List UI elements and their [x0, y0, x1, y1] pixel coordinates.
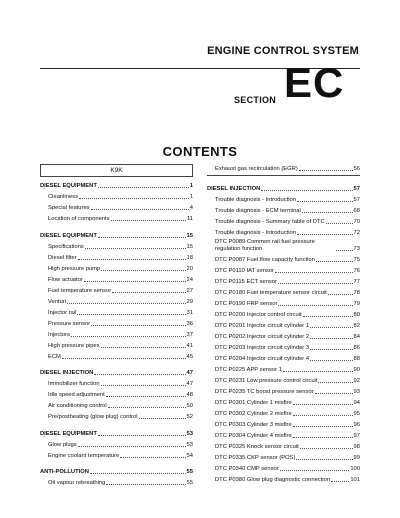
leader-dots — [297, 234, 353, 235]
toc-entry[interactable] — [207, 407, 360, 418]
toc-entry[interactable] — [40, 212, 193, 223]
toc-entry-page: 31 — [186, 309, 193, 316]
toc-entry[interactable] — [207, 215, 360, 226]
toc-entry[interactable] — [40, 251, 193, 262]
toc-entry-label: Pre/postheating (glow plug) control — [48, 414, 138, 420]
leader-dots — [296, 459, 352, 460]
leader-dots — [315, 393, 353, 394]
toc-entry-label: DTC P0380 Glow plug diagnostic connection — [215, 477, 331, 483]
section-divider — [207, 175, 360, 176]
toc-entry[interactable] — [207, 374, 360, 385]
toc-entry-page: 101 — [350, 477, 360, 483]
toc-entry-page: 79 — [353, 301, 360, 307]
toc-heading[interactable] — [40, 465, 193, 476]
leader-dots — [299, 170, 353, 171]
toc-entry[interactable] — [207, 308, 360, 319]
toc-entry-page: 1 — [189, 194, 193, 200]
toc-entry[interactable] — [40, 317, 193, 328]
toc-entry-label: DTC P0231 Low pressure control circuit — [215, 378, 318, 384]
toc-entry-page: 45 — [186, 353, 193, 360]
toc-entry-label: Trouble diagnosis - Introduction — [215, 229, 296, 236]
toc-entry-page: 100 — [350, 466, 360, 472]
toc-entry-page: 95 — [353, 411, 360, 417]
toc-entry[interactable] — [207, 363, 360, 374]
toc-entry-label: Specifications — [48, 243, 84, 250]
toc-entry[interactable] — [40, 190, 193, 201]
toc-entry-label: High pressure pump — [48, 265, 101, 272]
leader-dots — [278, 283, 353, 284]
toc-entry-page: 80 — [353, 312, 360, 318]
leader-dots — [111, 220, 186, 221]
leader-dots — [108, 407, 186, 408]
toc-entry-label: DIESEL EQUIPMENT — [40, 183, 97, 189]
toc-entry-page: 18 — [186, 254, 193, 261]
toc-entry-label: DIESEL INJECTION — [207, 185, 261, 192]
toc-entry-page: 15 — [186, 232, 193, 239]
toc-entry-label: DTC P0201 Injector circuit cylinder 1 — [215, 323, 310, 329]
toc-entry-label: Pressure sensor — [48, 320, 91, 327]
toc-entry-page: 99 — [353, 455, 360, 461]
leader-dots — [98, 435, 186, 436]
toc-entry[interactable] — [207, 193, 360, 204]
toc-entry-label: DTC P0203 Injector circuit cylinder 3 — [215, 345, 310, 351]
leader-dots — [280, 470, 350, 471]
leader-dots — [85, 248, 186, 249]
toc-heading[interactable] — [40, 229, 193, 240]
leader-dots — [275, 272, 353, 273]
leader-dots — [328, 294, 353, 295]
toc-entry[interactable] — [207, 341, 360, 352]
toc-entry-label: DTC P0302 Cylinder 2 misfire — [215, 411, 292, 417]
toc-entry[interactable] — [207, 473, 360, 484]
toc-entry[interactable] — [40, 377, 193, 388]
leader-dots — [98, 187, 189, 188]
toc-entry-label: DTC P0335 CKP sensor (POS) — [215, 455, 296, 461]
leader-dots — [101, 385, 186, 386]
toc-entry-page: 53 — [186, 441, 193, 448]
toc-entry-page: 84 — [353, 334, 360, 340]
toc-heading[interactable] — [40, 427, 193, 438]
toc-entry-label: DTC P0235 TC boost pressure sensor — [215, 389, 314, 395]
toc-entry-label: DTC P0303 Cylinder 3 misfire — [215, 422, 292, 428]
toc-entry-page: 57 — [353, 196, 360, 203]
toc-entry-label: Venturi — [48, 298, 67, 305]
toc-entry-page: 4 — [189, 205, 193, 211]
leader-dots — [310, 327, 352, 328]
leader-dots — [310, 349, 352, 350]
toc-entry[interactable] — [40, 438, 193, 449]
toc-entry-label: Special features — [48, 205, 90, 211]
toc-entry-page: 56 — [353, 166, 360, 172]
toc-entry[interactable] — [207, 319, 360, 330]
leader-dots — [71, 336, 186, 337]
toc-entry[interactable] — [207, 204, 360, 215]
toc-entry-label: DTC P0301 Cylinder 1 misfire — [215, 400, 292, 406]
leader-dots — [310, 360, 352, 361]
toc-entry-page: 78 — [353, 290, 360, 296]
toc-entry[interactable] — [207, 226, 360, 237]
toc-entry-label: DTC P0180 Fuel temperature sensor circuit — [215, 290, 327, 296]
leader-dots — [106, 396, 186, 397]
toc-entry-label: Diesel filter — [48, 254, 77, 261]
toc-entry-page: 20 — [186, 265, 193, 272]
section-code: EC — [284, 59, 345, 106]
leader-dots — [101, 270, 185, 271]
toc-entry-label: DTC P0304 Cylinder 4 misfire — [215, 433, 292, 439]
toc-entry-page: 37 — [186, 331, 193, 338]
toc-entry-page: 1 — [189, 183, 193, 189]
leader-dots — [98, 237, 186, 238]
toc-entry[interactable] — [207, 275, 360, 286]
leader-dots — [293, 404, 353, 405]
toc-entry-page: 15 — [186, 243, 193, 250]
toc-entry-page: 90 — [353, 367, 360, 373]
toc-entry[interactable] — [207, 451, 360, 462]
toc-entry-label: DTC P0204 Injector circuit cylinder 4 — [215, 356, 310, 362]
toc-entry[interactable] — [207, 264, 360, 275]
toc-entry-label: DTC P0089 Common rail fuel pressure regulation function — [215, 239, 315, 252]
toc-entry[interactable] — [207, 297, 360, 308]
toc-entry-label: ANTI-POLLUTION — [40, 469, 89, 475]
toc-entry[interactable] — [207, 418, 360, 429]
toc-entry-page: 55 — [186, 480, 193, 486]
toc-entry[interactable] — [40, 476, 193, 487]
leader-dots — [303, 316, 353, 317]
toc-entry-page: 54 — [186, 452, 193, 459]
toc-entry-label: Injectors — [48, 331, 70, 338]
contents-title: CONTENTS — [162, 144, 238, 159]
leader-dots — [310, 338, 352, 339]
toc-entry-label: ECM — [48, 353, 61, 360]
toc-entry[interactable] — [40, 328, 193, 339]
toc-entry-label: DTC P0115 ECT sensor — [215, 279, 277, 285]
toc-entry-label: Cleanliness — [48, 194, 78, 200]
toc-heading[interactable] — [40, 366, 193, 377]
toc-entry-label: DTC P0190 FRP sensor — [215, 301, 278, 307]
toc-entry-page: 98 — [353, 444, 360, 450]
toc-entry-page: 47 — [186, 381, 193, 387]
toc-entry-label: Engine coolant temperature — [48, 452, 120, 459]
toc-entry[interactable] — [207, 330, 360, 341]
toc-entry-page: 50 — [186, 403, 193, 409]
toc-entry-page: 11 — [186, 216, 193, 222]
toc-entry-label: Injector rail — [48, 309, 77, 316]
toc-entry[interactable] — [40, 240, 193, 251]
toc-entry-page: 68 — [353, 207, 360, 214]
leader-dots — [318, 382, 352, 383]
leader-dots — [283, 371, 353, 372]
leader-dots — [90, 473, 186, 474]
toc-entry-label: High pressure pipes — [48, 342, 100, 349]
toc-entry[interactable] — [40, 273, 193, 284]
leader-dots — [78, 259, 186, 260]
toc-entry-label: DIESEL EQUIPMENT — [40, 232, 97, 239]
toc-entry-page: 76 — [353, 268, 360, 274]
engine-code-box: K9K — [40, 164, 193, 177]
toc-heading[interactable] — [207, 182, 360, 193]
toc-entry-page: 29 — [186, 298, 193, 305]
toc-entry[interactable] — [40, 295, 193, 306]
leader-dots — [78, 446, 186, 447]
leader-dots — [91, 209, 189, 210]
leader-dots — [91, 325, 185, 326]
toc-entry-page: 41 — [186, 342, 193, 349]
toc-entry[interactable] — [40, 410, 193, 421]
toc-entry-label: Fuel temperature sensor — [48, 287, 112, 294]
leader-dots — [261, 190, 352, 191]
toc-entry-label: DTC P0110 IAT sensor — [215, 268, 274, 274]
toc-entry-label: Oil vapour rebreathing — [48, 480, 106, 486]
toc-entry[interactable] — [207, 385, 360, 396]
leader-dots — [101, 347, 186, 348]
toc-entry-page: 53 — [186, 430, 193, 437]
toc-entry-page: 77 — [353, 279, 360, 285]
toc-entry[interactable] — [207, 162, 360, 173]
leader-dots — [336, 250, 353, 251]
toc-entry-label: DTC P0087 Fuel flow capacity function — [215, 257, 315, 263]
toc-entry-label: Location of components — [48, 216, 110, 222]
leader-dots — [79, 198, 189, 199]
toc-entry-label: Flow actuator — [48, 276, 83, 283]
section-label: SECTION — [234, 95, 277, 105]
toc-entry[interactable] — [40, 262, 193, 273]
toc-entry-page: 96 — [353, 422, 360, 428]
toc-entry[interactable] — [207, 462, 360, 473]
toc-entry-page: 75 — [353, 257, 360, 263]
toc-entry[interactable] — [207, 429, 360, 440]
toc-entry-label: DTC P0325 Knock sensor circuit — [215, 444, 299, 450]
toc-entry[interactable] — [40, 339, 193, 350]
toc-entry-page: 92 — [353, 378, 360, 384]
toc-left-entries — [40, 179, 193, 487]
toc-entry-page: 86 — [353, 345, 360, 351]
toc-entry-page: 82 — [353, 323, 360, 329]
leader-dots — [326, 223, 353, 224]
toc-entry-page: 52 — [186, 414, 193, 420]
toc-entry[interactable] — [207, 253, 360, 264]
toc-entry-page: 48 — [186, 392, 193, 398]
toc-entry[interactable] — [207, 237, 360, 254]
toc-entry[interactable] — [207, 352, 360, 363]
toc-entry-label: DTC P0202 Injector circuit cylinder 2 — [215, 334, 310, 340]
toc-entry-label: Idle speed adjustment — [48, 392, 105, 398]
toc-entry[interactable] — [40, 388, 193, 399]
toc-left-column — [40, 162, 193, 487]
toc-entry-page: 72 — [353, 229, 360, 236]
toc-heading[interactable] — [40, 179, 193, 190]
toc-entry[interactable] — [40, 306, 193, 317]
leader-dots — [84, 281, 186, 282]
toc-entry-label: Air conditioning control — [48, 403, 107, 409]
leader-dots — [331, 481, 349, 482]
toc-entry-page: 57 — [353, 185, 360, 192]
toc-entry-page: 73 — [353, 246, 360, 252]
toc-entry-page: 24 — [186, 276, 193, 283]
leader-dots — [77, 314, 185, 315]
leader-dots — [278, 305, 352, 306]
toc-entry[interactable] — [207, 440, 360, 451]
leader-dots — [293, 437, 353, 438]
toc-entry[interactable] — [40, 399, 193, 410]
toc-entry-page: 88 — [353, 356, 360, 362]
toc-entry-label: Immobilizer function — [48, 381, 100, 387]
leader-dots — [293, 426, 353, 427]
leader-dots — [300, 448, 353, 449]
leader-dots — [293, 415, 353, 416]
toc-entry-page: 47 — [186, 370, 193, 376]
toc-entry[interactable] — [207, 286, 360, 297]
toc-right-entries — [207, 162, 360, 484]
toc-entry-label: Trouble diagnosis - Introduction — [215, 196, 296, 203]
toc-entry[interactable] — [40, 201, 193, 212]
leader-dots — [106, 484, 185, 485]
leader-dots — [94, 374, 185, 375]
toc-entry[interactable] — [40, 350, 193, 361]
toc-entry-label: Glow plugs — [48, 441, 77, 448]
toc-entry[interactable] — [207, 396, 360, 407]
toc-entry-label: DTC P0225 APP sensor 1 — [215, 367, 282, 373]
toc-entry-label: Trouble diagnosis - ECM terminal — [215, 207, 301, 214]
leader-dots — [112, 292, 185, 293]
toc-entry-label: DIESEL INJECTION — [40, 370, 94, 376]
toc-entry-label: DTC P0200 Injector control circuit — [215, 312, 302, 318]
leader-dots — [302, 212, 353, 213]
toc-entry-page: 27 — [186, 287, 193, 294]
leader-dots — [120, 457, 185, 458]
leader-dots — [67, 303, 185, 304]
toc-entry[interactable] — [40, 284, 193, 295]
toc-entry-label: Exhaust gas recirculation (EGR) — [215, 166, 298, 172]
toc-entry-page: 36 — [186, 320, 193, 327]
toc-entry-page: 94 — [353, 400, 360, 406]
toc-entry-page: 97 — [353, 433, 360, 439]
header-system-title: ENGINE CONTROL SYSTEM — [207, 45, 359, 57]
leader-dots — [62, 358, 186, 359]
toc-entry-label: DTC P0340 CMP sensor — [215, 466, 279, 472]
toc-entry-page: 93 — [353, 389, 360, 395]
toc-entry-page: 55 — [186, 469, 193, 475]
leader-dots — [316, 261, 353, 262]
leader-dots — [297, 201, 353, 202]
toc-entry-page: 70 — [353, 218, 360, 225]
toc-entry-label: Trouble diagnosis - Summary table of DTC — [215, 218, 325, 225]
toc-entry-label: DIESEL EQUIPMENT — [40, 430, 97, 437]
toc-right-column — [207, 162, 360, 484]
toc-entry[interactable] — [40, 449, 193, 460]
leader-dots — [139, 418, 186, 419]
